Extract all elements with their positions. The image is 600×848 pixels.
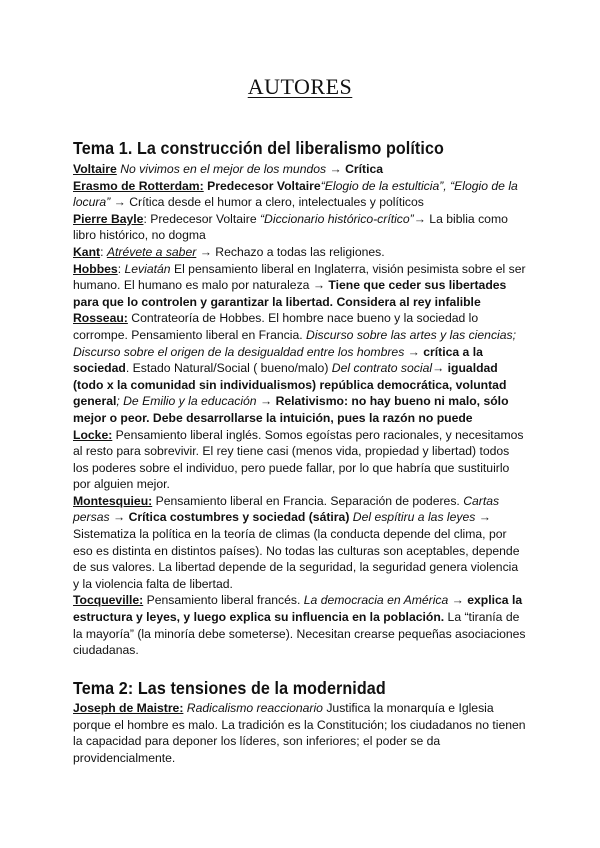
section-body-tema-2 (73, 700, 527, 766)
entry-text-run: → (432, 361, 448, 376)
author-name: Tocqueville: (73, 593, 144, 608)
entry-text-run: crítica a la sociedad (73, 344, 483, 376)
entry-text-run: “Diccionario histórico-crítico” (260, 211, 414, 226)
entry-text-run: Del contrato social (331, 361, 433, 376)
entry-text-run: Crítica costumbres y sociedad (sátira) (128, 510, 350, 525)
entry-text-run: igualdad (todo x la comunidad sin individualismos) república democrática, voluntad general (73, 361, 507, 409)
entry-text-run: ; De Emilio y la educación (116, 394, 257, 409)
entry-text-run: Tiene que ceder sus libertades para que lo controlen y garantizar la libertad. Considera al rey infalible (73, 278, 507, 309)
entry-text-run: → (448, 593, 468, 608)
entry-text-run: El pensamiento liberal en Inglaterra, visión pesimista sobre el ser humano. El humano es malo por naturaleza → (73, 261, 526, 293)
entry-text-run: Predecesor Voltaire (203, 178, 321, 193)
entry-text-run: Del espítiru a las leyes (352, 510, 476, 525)
author-name: Erasmo de Rotterdam: (73, 178, 204, 193)
author-entry (73, 700, 527, 766)
author-entry (73, 427, 527, 493)
entry-text-run: Crítica (345, 162, 384, 176)
author-name: Kant (73, 244, 101, 259)
entry-text-run: La democracia en América (303, 593, 449, 608)
entry-text-run: → (256, 394, 276, 409)
section-heading-tema-1: Tema 1. La construcción del liberalismo político (73, 138, 444, 158)
entry-text-run: explica la estructura y leyes, y luego explica su influencia en la población. (73, 593, 523, 625)
entry-text-run: Pensamiento liberal francés. (143, 593, 304, 608)
author-entry (73, 211, 527, 244)
section-heading-tema-2: Tema 2: Las tensiones de la modernidad (73, 678, 386, 698)
entry-text-run: → (109, 510, 129, 525)
author-name: Pierre Bayle (73, 211, 144, 226)
author-entry (73, 161, 527, 178)
entry-text-run: Relativismo: no hay bueno ni malo, sólo mejor o peor. Debe desarrollarse la intuición, pues la razón no puede (73, 394, 509, 425)
document-title-text: AUTORES (247, 74, 353, 99)
entry-text-run: → (326, 162, 346, 176)
entry-text-run: Contrateoría de Hobbes. El hombre nace bueno y la sociedad lo corrompe. Pensamiento liberal en Francia. (73, 311, 479, 342)
author-entry (73, 261, 527, 311)
author-entry (73, 178, 527, 211)
entry-text-run: Justifica la monarquía e Iglesia porque el hombre es malo. La tradición es la Constitución; los ciudadanos no tienen la capacidad para deponer los líderes, son inferiores; el poder se da providencialmente. (73, 701, 526, 765)
author-name: Montesquieu: (73, 493, 153, 508)
author-entry (73, 244, 527, 261)
author-entry (73, 493, 527, 593)
author-name: Joseph de Maistre: (73, 701, 184, 715)
entry-text-run: → La biblia como libro histórico, no dogma (73, 211, 508, 243)
entry-text-run: La “tiranía de la mayoría” (la minoría debe someterse). Necesitan crearse pequeñas asociaciones ciudadanas. (73, 610, 526, 658)
entry-text-run: Pensamiento liberal en Francia. Separación de poderes. (152, 493, 464, 508)
author-name: Rosseau: (73, 311, 128, 326)
author-entry (73, 592, 527, 658)
entry-text-run: → Rechazo a todas las religiones. (196, 244, 385, 259)
entry-text-run: Leviatán (124, 261, 171, 276)
entry-text-run: → (404, 344, 424, 359)
author-name: Voltaire (73, 162, 117, 176)
section-body-tema-1 (73, 161, 527, 659)
entry-text-run: . Estado Natural/Social ( bueno/malo) (125, 361, 332, 376)
entry-text-run: Discurso sobre las artes y las ciencias; Discurso sobre el origen de la desigualdad entre los hombres (73, 327, 517, 359)
entry-text-run: → Crítica desde el humor a clero, intelectuales y políticos (110, 195, 424, 210)
document-title (0, 74, 600, 100)
author-name: Hobbes (73, 261, 118, 276)
entry-text-run: Atrévete a saber (106, 244, 197, 259)
entry-text-run: No vivimos en el mejor de los mundos (120, 162, 327, 176)
author-entry (73, 310, 527, 426)
entry-text-run: Radicalismo reaccionario (186, 701, 323, 715)
entry-text-run: : (117, 261, 125, 276)
entry-text-run: → Sistematiza la política en la teoría de climas (la conducta depende del clima, por eso es distinta en distintos países). No todas las culturas son aceptables, depende de sus valores. La libertad depende de la seguridad, la seguridad genera violencia y la violencia falta de libertad. (73, 510, 520, 591)
entry-text-run: : (100, 244, 107, 259)
entry-text-run: Cartas persas (73, 493, 500, 525)
entry-text-run: “Elogio de la estulticia”, “Elogio de la locura” (73, 178, 518, 210)
entry-text-run: : Predecesor Voltaire (143, 211, 260, 226)
entry-text-run: Pensamiento liberal inglés. Somos egoístas pero racionales, y necesitamos al resto para sobrevivir. El rey tiene casi (menos vida, propiedad y libertad) todos los poderes sobre el individuo, pero puede fallar, por lo que habría que sustituirlo por alguien mejor. (73, 427, 524, 492)
author-name: Locke: (73, 427, 113, 442)
